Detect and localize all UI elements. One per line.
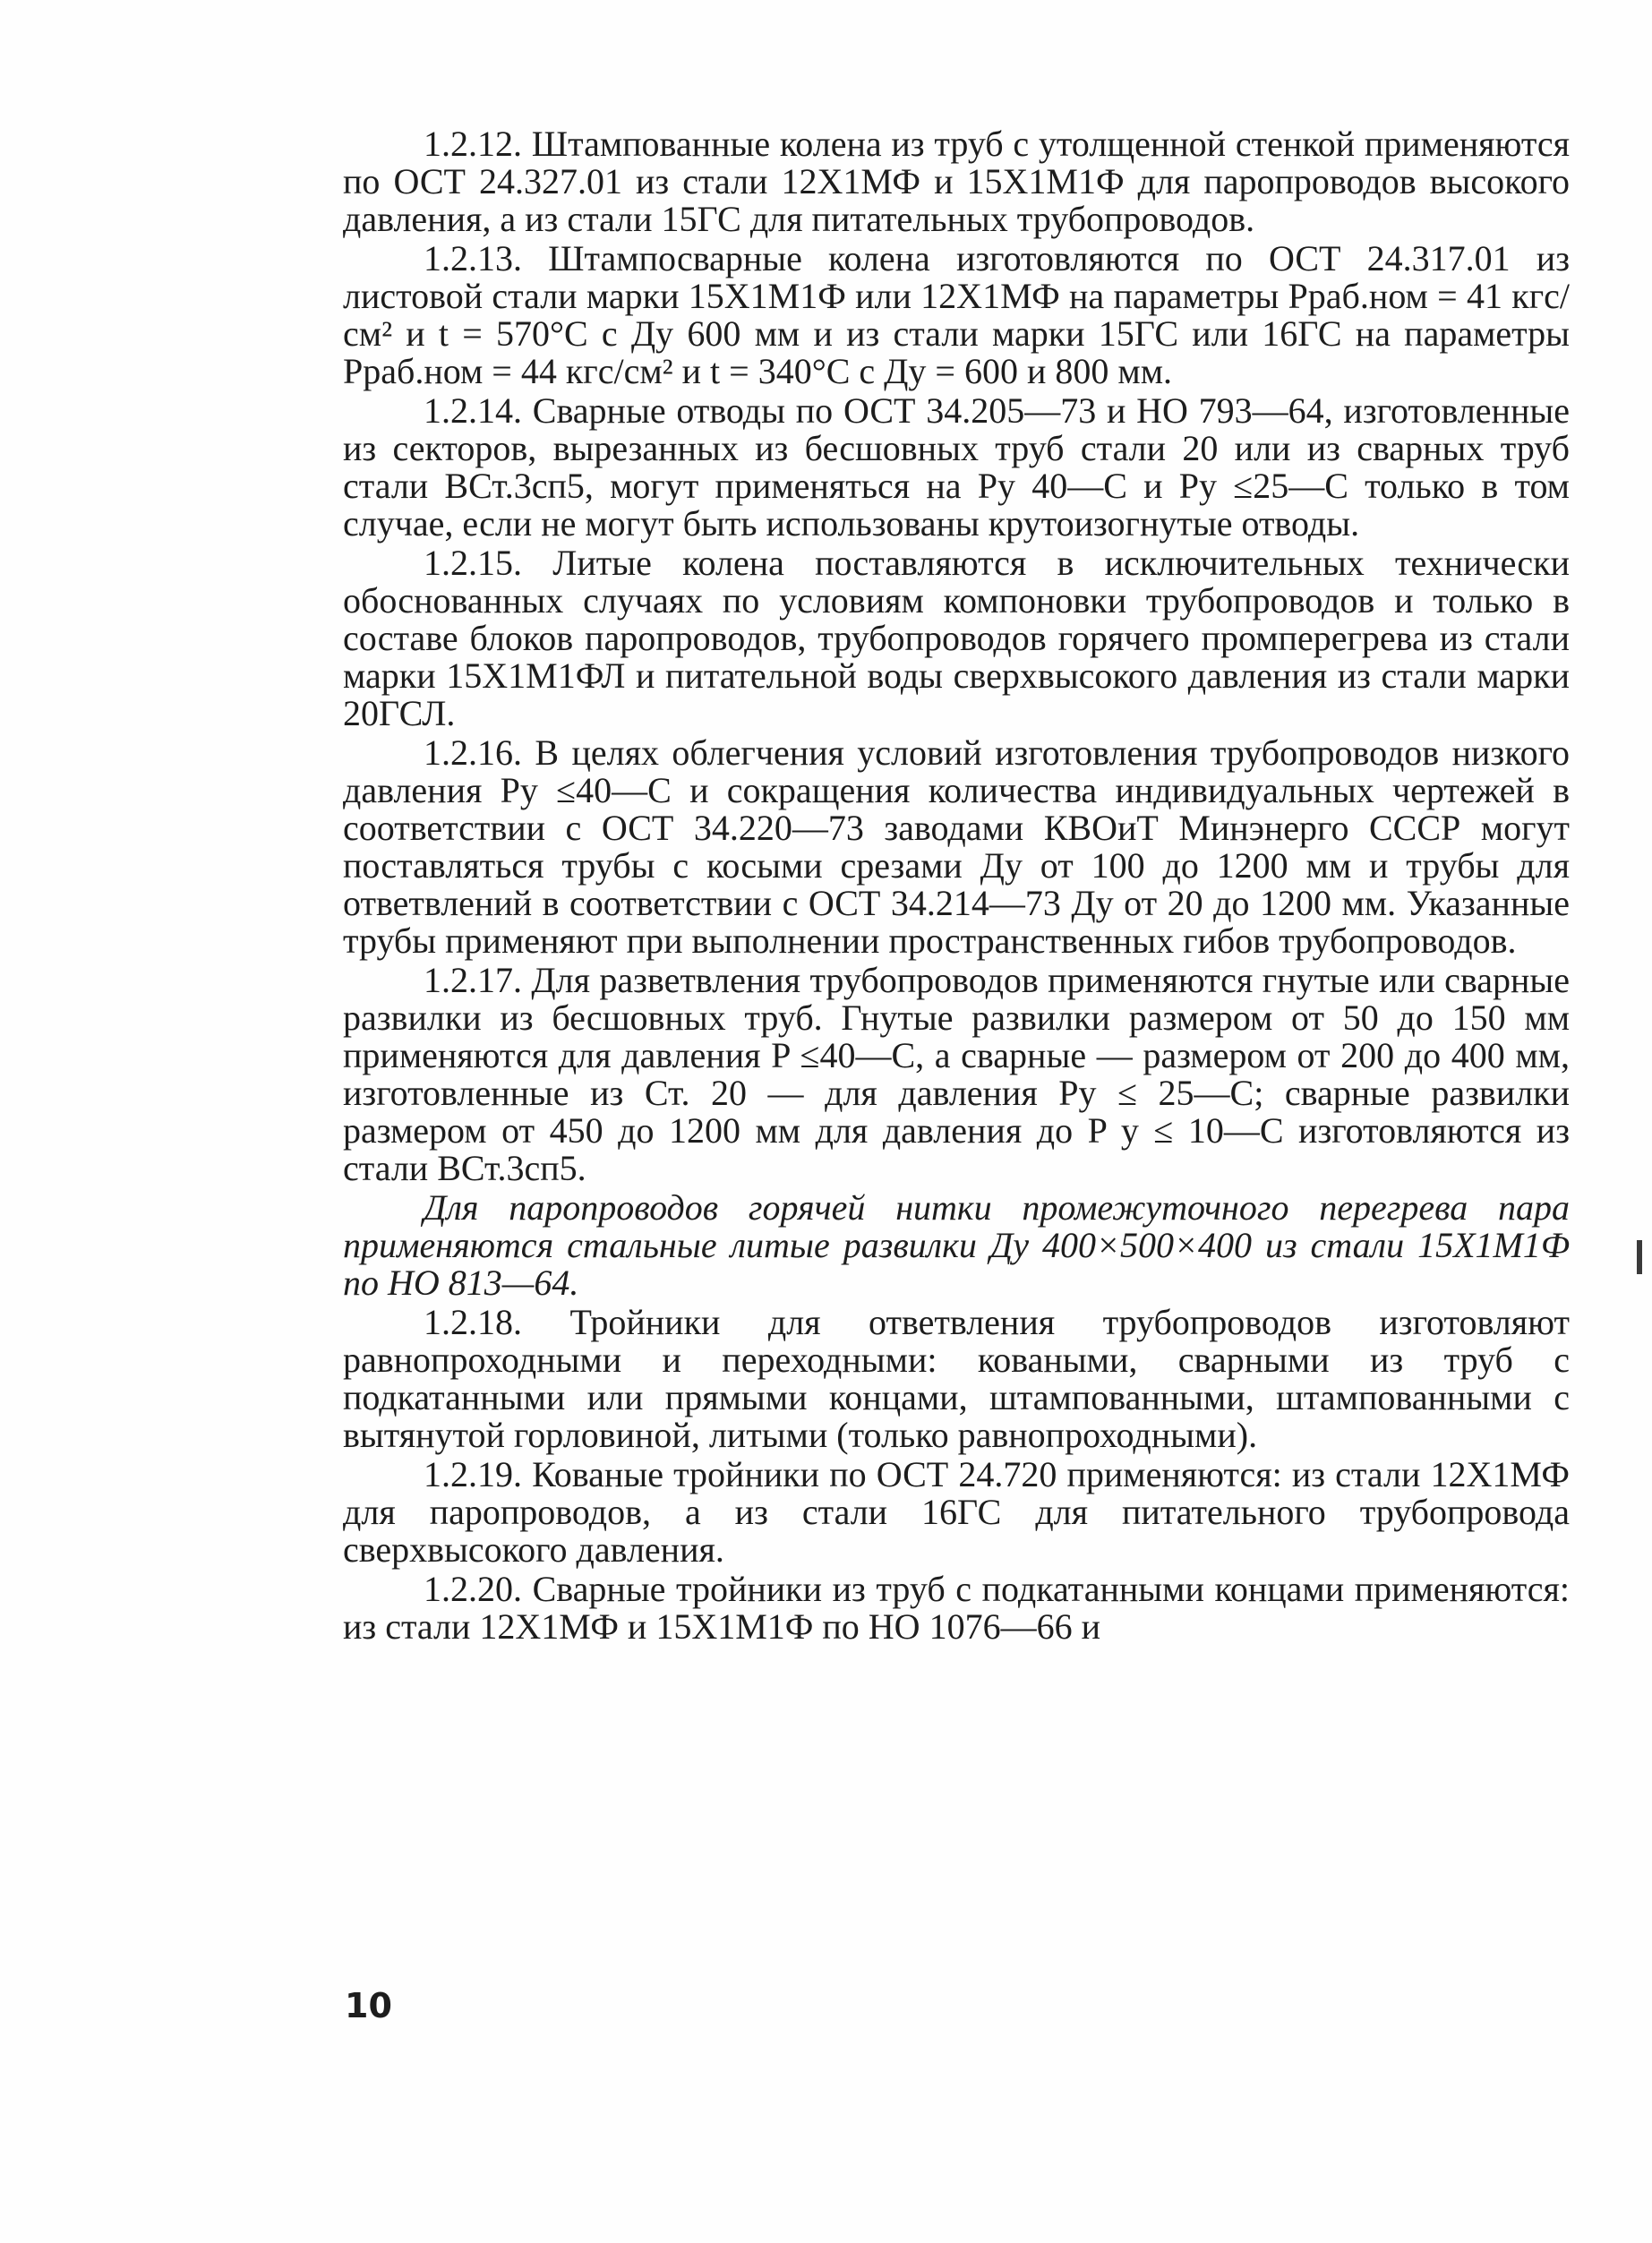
paragraph-1-2-14: 1.2.14. Сварные отводы по ОСТ 34.205—73 и НО 793—64, изготовленные из секторов, вырезанных из бесшовных труб стали 20 или из сварных труб стали ВСт.3сп5, могут применяться на Pу 40—С и Pу ≤25—С только в том случае, если не могут быть использованы крутоизогнутые отводы. [343,390,1570,544]
paragraph-1-2-19: 1.2.19. Кованые тройники по ОСТ 24.720 применяются: из стали 12Х1МФ для паропроводов, а из стали 16ГС для питательного трубопровода сверхвысокого давления. [343,1454,1570,1570]
paragraph-1-2-13: 1.2.13. Штампосварные колена изготовляются по ОСТ 24.317.01 из листовой стали марки 15Х1М1Ф или 12Х1МФ на параметры Pраб.ном = 41 кгс/см² и t = 570°С с Ду 600 мм и из стали марки 15ГС или 16ГС на параметры Pраб.ном = 44 кгс/см² и t = 340°С с Ду = 600 и 800 мм. [343,238,1570,391]
paragraph-1-2-12: 1.2.12. Штампованные колена из труб с утолщенной стенкой применяются по ОСТ 24.327.01 из стали 12Х1МФ и 15Х1М1Ф для паропроводов высокого давления, а из стали 15ГС для питательных трубопроводов. [343,124,1570,239]
paragraph-1-2-16: 1.2.16. В целях облегчения условий изготовления трубопроводов низкого давления Pу ≤40—С и сокращения количества индивидуальных чертежей в соответствии с ОСТ 34.220—73 заводами КВОиТ Минэнерго СССР могут поставляться трубы с косыми срезами Ду от 100 до 1200 мм и трубы для ответвлений в соответствии с ОСТ 34.214—73 Ду от 20 до 1200 мм. Указанные трубы применяют при выполнении пространственных гибов трубопроводов. [343,732,1570,961]
page-number: 10 [345,1986,392,2025]
margin-mark [1637,1240,1642,1274]
paragraph-1-2-18: 1.2.18. Тройники для ответвления трубопроводов изготовляют равнопроходными и переходными: коваными, сварными из труб с подкатанными или прямыми концами, штампованными, штампованными с вытянутой горловиной, литыми (только равнопроходными). [343,1302,1570,1455]
paragraph-1-2-17: 1.2.17. Для разветвления трубопроводов применяются гнутые или сварные развилки из бесшовных труб. Гнутые развилки размером от 50 до 150 мм применяются для давления P ≤40—С, а сварные — размером от 200 до 400 мм, изготовленные из Ст. 20 — для давления Pу ≤ 25—С; сварные развилки размером от 450 до 1200 мм для давления до P у ≤ 10—С изготовляются из стали ВСт.3сп5. [343,960,1570,1188]
body-text [343,125,1570,1646]
paragraph-1-2-17-continuation: Для паропроводов горячей нитки промежуточного перегрева пара применяются стальные литые развилки Ду 400×500×400 из стали 15Х1М1Ф по НО 813—64. [343,1187,1570,1303]
paragraph-1-2-20: 1.2.20. Сварные тройники из труб с подкатанными концами применяются: из стали 12Х1МФ и 15Х1М1Ф по НО 1076—66 и [343,1569,1570,1647]
paragraph-1-2-15: 1.2.15. Литые колена поставляются в исключительных технически обоснованных случаях по условиям компоновки трубопроводов и только в составе блоков паропроводов, трубопроводов горячего промперегрева из стали марки 15Х1М1ФЛ и питательной воды сверхвысокого давления из стали марки 20ГСЛ. [343,543,1570,733]
